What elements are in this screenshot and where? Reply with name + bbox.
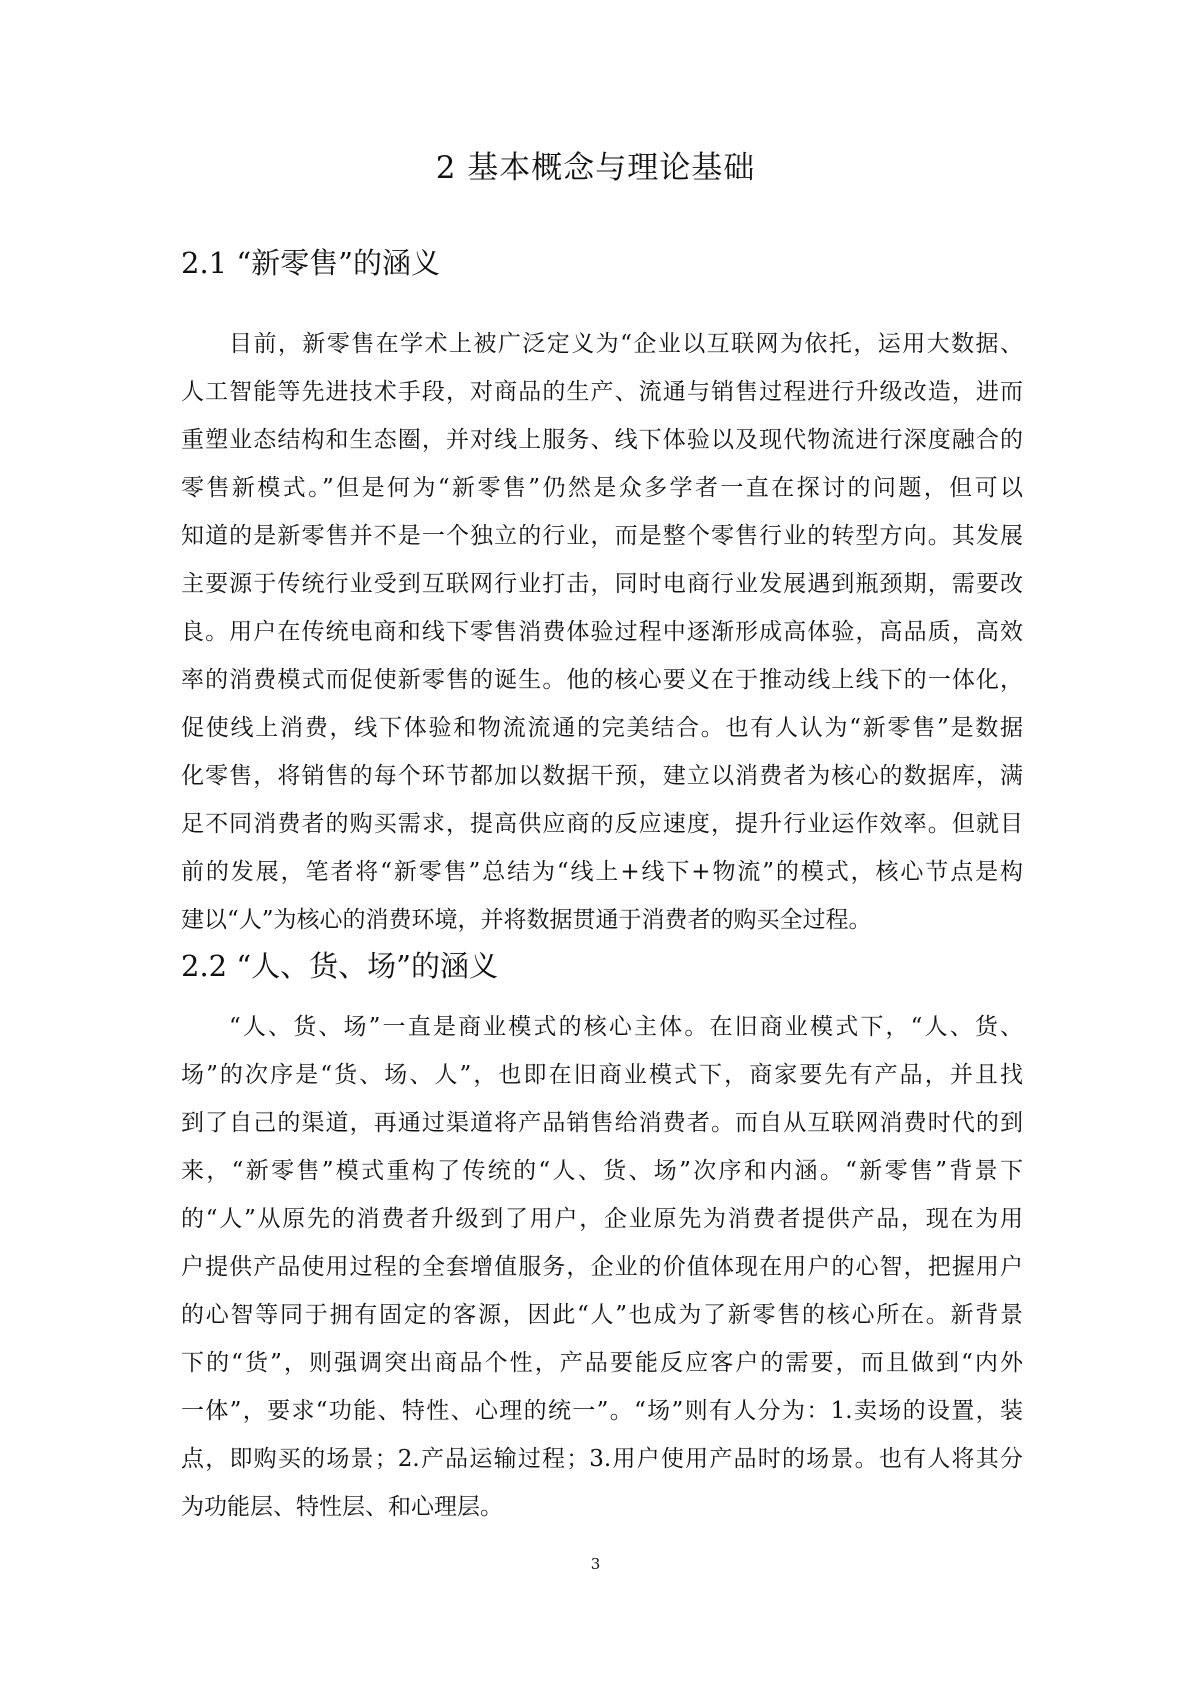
paragraph-line: 下的“货”，则强调突出商品个性，产品要能反应客户的需要，而且做到“内外 [181, 1350, 1023, 1376]
paragraph-line: 率的消费模式而促使新零售的诞生。他的核心要义在于推动线上线下的一体化， [181, 667, 1023, 693]
paragraph-line: 零售新模式。”但是何为“新零售”仍然是众多学者一直在探讨的问题，但可以 [181, 475, 1023, 501]
section-2-1-paragraph [181, 320, 1023, 944]
paragraph-line: 到了自己的渠道，再通过渠道将产品销售给消费者。而自从互联网消费时代的到 [181, 1110, 1023, 1136]
chapter-title: 2 基本概念与理论基础 [435, 150, 756, 186]
paragraph-line: 良。用户在传统电商和线下零售消费体验过程中逐渐形成高体验，高品质，高效 [181, 619, 1023, 645]
paragraph-line: 目前，新零售在学术上被广泛定义为“企业以互联网为依托，运用大数据、 [229, 331, 1023, 357]
paragraph-line: 促使线上消费，线下体验和物流流通的完美结合。也有人认为“新零售”是数据 [181, 715, 1023, 741]
paragraph-line: 前的发展，笔者将“新零售”总结为“线上+线下+物流”的模式，核心节点是构 [181, 859, 1023, 885]
paragraph-line: 来，“新零售”模式重构了传统的“人、货、场”次序和内涵。“新零售”背景下 [181, 1158, 1023, 1184]
paragraph-line: 的“人”从原先的消费者升级到了用户，企业原先为消费者提供产品，现在为用 [181, 1206, 1023, 1232]
paragraph-line: 户提供产品使用过程的全套增值服务，企业的价值体现在用户的心智，把握用户 [181, 1254, 1023, 1280]
paragraph-line: 知道的是新零售并不是一个独立的行业，而是整个零售行业的转型方向。其发展 [181, 523, 1023, 549]
paragraph-line: 主要源于传统行业受到互联网行业打击，同时电商行业发展遇到瓶颈期，需要改 [181, 571, 1023, 597]
paragraph-line: 的心智等同于拥有固定的客源，因此“人”也成为了新零售的核心所在。新背景 [181, 1302, 1023, 1328]
paragraph-line: 场”的次序是“货、场、人”，也即在旧商业模式下，商家要先有产品，并且找 [181, 1062, 1023, 1088]
paragraph-line: 为功能层、特性层、和心理层。 [181, 1494, 503, 1520]
paragraph-line: 一体”，要求“功能、特性、心理的统一”。“场”则有人分为：1.卖场的设置，装 [181, 1398, 1023, 1424]
paragraph-line: 重塑业态结构和生态圈，并对线上服务、线下体验以及现代物流进行深度融合的 [181, 427, 1023, 453]
paragraph-line: 化零售，将销售的每个环节都加以数据干预，建立以消费者为核心的数据库，满 [181, 763, 1023, 789]
paragraph-line: 足不同消费者的购买需求，提高供应商的反应速度，提升行业运作效率。但就目 [181, 811, 1023, 837]
section-heading-2-1: 2.1 “新零售”的涵义 [181, 246, 440, 280]
paragraph-line: 建以“人”为核心的消费环境，并将数据贯通于消费者的购买全过程。 [181, 907, 872, 933]
section-heading-2-2: 2.2 “人、货、场”的涵义 [181, 949, 498, 983]
page-number: 3 [590, 1555, 601, 1573]
paragraph-line: “人、货、场”一直是商业模式的核心主体。在旧商业模式下，“人、货、 [229, 1014, 1023, 1040]
section-2-2-paragraph [181, 1003, 1023, 1531]
paragraph-line: 人工智能等先进技术手段，对商品的生产、流通与销售过程进行升级改造，进而 [181, 379, 1023, 405]
paragraph-line: 点，即购买的场景；2.产品运输过程；3.用户使用产品时的场景。也有人将其分 [181, 1446, 1023, 1472]
